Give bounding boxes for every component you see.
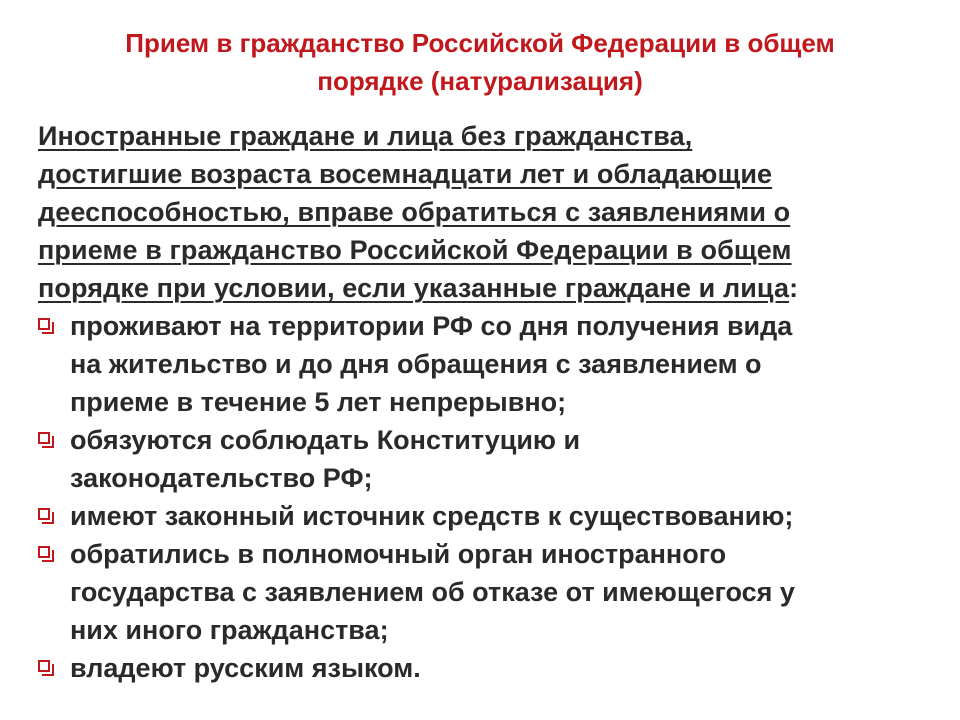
condition-russian-language xyxy=(38,649,938,687)
condition-line: обратились в полномочный орган иностранного xyxy=(70,539,727,569)
condition-line: приеме в течение 5 лет непрерывно; xyxy=(70,387,567,417)
condition-renounce-citizenship xyxy=(38,535,938,649)
slide-title-line-2: порядке (натурализация) xyxy=(317,66,643,96)
hollow-square-bullet-icon xyxy=(38,508,50,520)
condition-line: них иного гражданства; xyxy=(70,615,389,645)
condition-constitution xyxy=(38,421,938,497)
hollow-square-bullet-icon xyxy=(38,318,50,330)
slide-title-line-1: Прием в гражданство Российской Федерации в общем xyxy=(125,28,835,58)
intro-line-2: достигшие возраста восемнадцати лет и обладающие xyxy=(38,159,773,189)
condition-line: проживают на территории РФ со дня получения вида xyxy=(70,311,793,341)
conditions-list xyxy=(38,307,938,687)
condition-line: обязуются соблюдать Конституцию и xyxy=(70,425,581,455)
condition-line: владеют русским языком. xyxy=(70,653,421,683)
intro-line-5: порядке при условии, если указанные граждане и лица: xyxy=(38,273,799,303)
condition-line: государства с заявлением об отказе от имеющегося у xyxy=(70,577,795,607)
intro-line-4: приеме в гражданство Российской Федерации в общем xyxy=(38,235,792,265)
condition-line: на жительство и до дня обращения с заявлением о xyxy=(70,349,762,379)
intro-line-1: Иностранные граждане и лица без гражданства, xyxy=(38,121,693,151)
hollow-square-bullet-icon xyxy=(38,546,50,558)
condition-residence xyxy=(38,307,938,421)
condition-income xyxy=(38,497,938,535)
hollow-square-bullet-icon xyxy=(38,660,50,672)
condition-line: имеют законный источник средств к существованию; xyxy=(70,501,794,531)
intro-line-3: дееспособностью, вправе обратиться с заявлениями о xyxy=(38,197,791,227)
slide-title xyxy=(40,24,920,100)
hollow-square-bullet-icon xyxy=(38,432,50,444)
condition-line: законодательство РФ; xyxy=(70,463,373,493)
intro-paragraph xyxy=(38,117,938,307)
